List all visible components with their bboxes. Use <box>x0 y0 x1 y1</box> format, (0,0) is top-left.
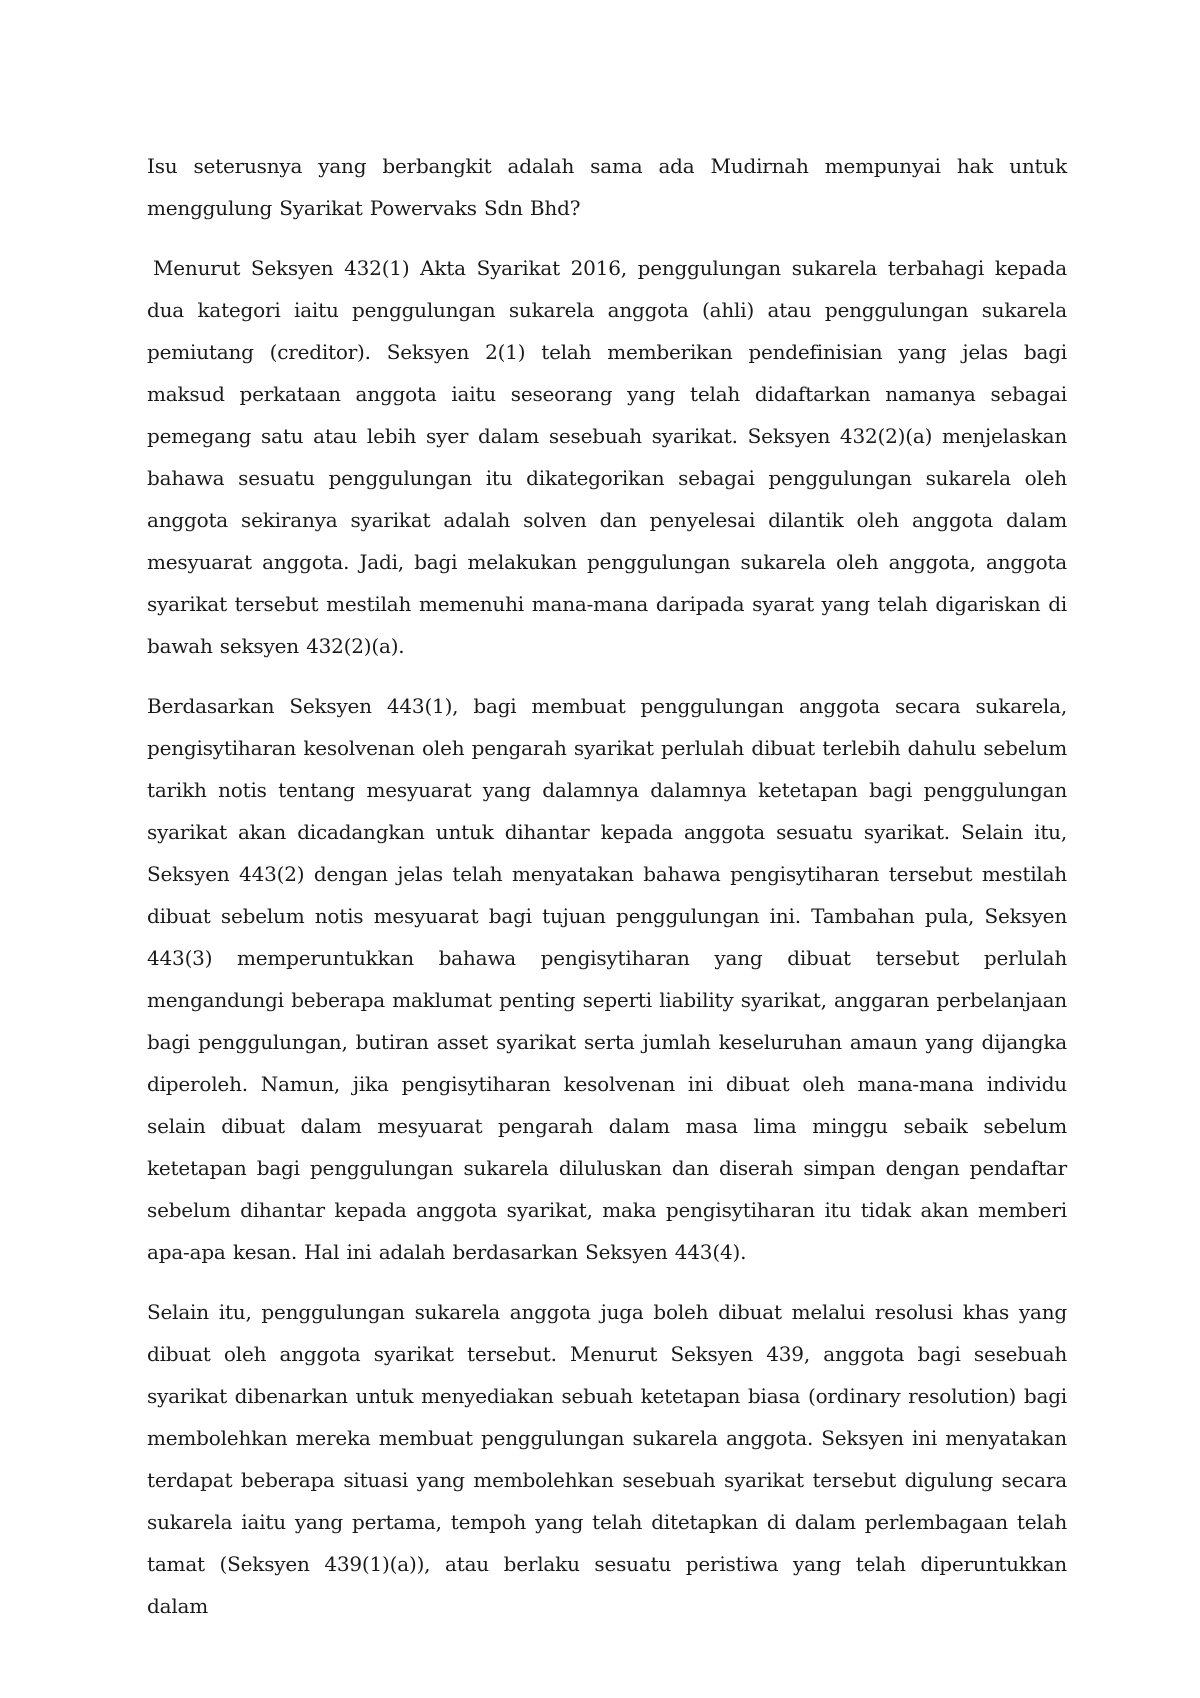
paragraph-section-439: Selain itu, penggulungan sukarela anggota juga boleh dibuat melalui resolusi khas yang dibuat oleh anggota syarikat tersebut. Menurut Seksyen 439, anggota bagi sesebuah syarikat dibenarkan untuk menyediakan sebuah ketetapan biasa (ordinary resolution) bagi membolehkan mereka membuat penggulungan sukarela anggota. Seksyen ini menyatakan terdapat beberapa situasi yang membolehkan sesebuah syarikat tersebut digulung secara sukarela iaitu yang pertama, tempoh yang telah ditetapkan di dalam perlembagaan telah tamat (Seksyen 439(1)(a)), atau berlaku sesuatu peristiwa yang telah diperuntukkan dalam <box>147 1300 1067 1618</box>
paragraph-section-443: Berdasarkan Seksyen 443(1), bagi membuat penggulungan anggota secara sukarela, pengisytiharan kesolvenan oleh pengarah syarikat perlulah dibuat terlebih dahulu sebelum tarikh notis tentang mesyuarat yang dalamnya dalamnya ketetapan bagi penggulungan syarikat akan dicadangkan untuk dihantar kepada anggota sesuatu syarikat. Selain itu, Seksyen 443(2) dengan jelas telah menyatakan bahawa pengisytiharan tersebut mestilah dibuat sebelum notis mesyuarat bagi tujuan penggulungan ini. Tambahan pula, Seksyen 443(3) memperuntukkan bahawa pengisytiharan yang dibuat tersebut perlulah mengandungi beberapa maklumat penting seperti liability syarikat, anggaran perbelanjaan bagi penggulungan, butiran asset syarikat serta jumlah keseluruhan amaun yang dijangka diperoleh. Namun, jika pengisytiharan kesolvenan ini dibuat oleh mana-mana individu selain dibuat dalam mesyuarat pengarah dalam masa lima minggu sebaik sebelum ketetapan bagi penggulungan sukarela diluluskan dan diserah simpan dengan pendaftar sebelum dihantar kepada anggota syarikat, maka pengisytiharan itu tidak akan memberi apa-apa kesan. Hal ini adalah berdasarkan Seksyen 443(4). <box>147 694 1067 1264</box>
document-body <box>147 145 1067 1645</box>
paragraph-section-432: Menurut Seksyen 432(1) Akta Syarikat 2016, penggulungan sukarela terbahagi kepada dua kategori iaitu penggulungan sukarela anggota (ahli) atau penggulungan sukarela pemiutang (creditor). Seksyen 2(1) telah memberikan pendefinisian yang jelas bagi maksud perkataan anggota iaitu seseorang yang telah didaftarkan namanya sebagai pemegang satu atau lebih syer dalam sesebuah syarikat. Seksyen 432(2)(a) menjelaskan bahawa sesuatu penggulungan itu dikategorikan sebagai penggulungan sukarela oleh anggota sekiranya syarikat adalah solven dan penyelesai dilantik oleh anggota dalam mesyuarat anggota. Jadi, bagi melakukan penggulungan sukarela oleh anggota, anggota syarikat tersebut mestilah memenuhi mana-mana daripada syarat yang telah digariskan di bawah seksyen 432(2)(a). <box>147 256 1067 658</box>
paragraph-issue: Isu seterusnya yang berbangkit adalah sama ada Mudirnah mempunyai hak untuk menggulung Syarikat Powervaks Sdn Bhd? <box>147 154 1067 220</box>
